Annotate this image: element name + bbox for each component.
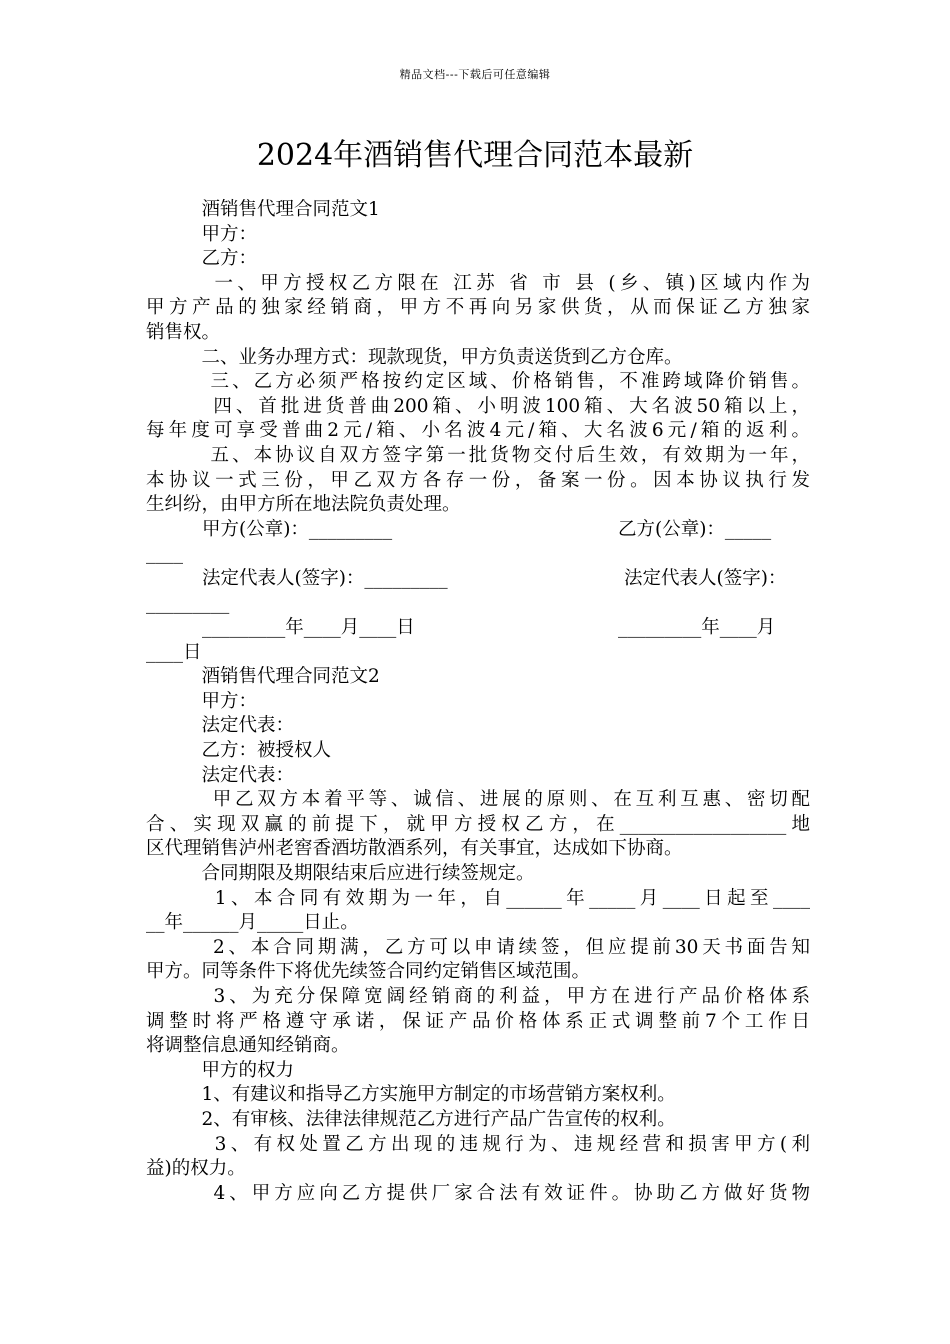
paragraph-line: 甲方： bbox=[146, 690, 258, 712]
document-body bbox=[146, 198, 810, 1206]
paragraph-line: 本协议一式三份，甲乙双方各存一份，备案一份。因本协议执行发 bbox=[146, 469, 810, 491]
paragraph-line: 2、本合同期满，乙方可以申请续签，但应提前30天书面告知 bbox=[146, 936, 810, 958]
paragraph-line: __年______月_____日止。 bbox=[146, 912, 359, 934]
paragraph-line: 甲方： bbox=[146, 223, 258, 245]
paragraph-line: 五、本协议自双方签字第一批货物交付后生效，有效期为一年， bbox=[146, 444, 810, 466]
paragraph-line: 法定代表： bbox=[146, 715, 295, 737]
paragraph-line: 甲方产品的独家经销商，甲方不再向另家供货，从而保证乙方独家 bbox=[146, 297, 810, 319]
paragraph-line: 2、有审核、法律法律规范乙方进行产品广告宣传的权利。 bbox=[146, 1108, 676, 1130]
party-a-seal-field: 甲方(公章)：_________ bbox=[202, 518, 393, 540]
paragraph-line: 四、首批进货普曲200箱、小明波100箱、大名波50箱以上， bbox=[146, 395, 810, 417]
paragraph-line: 二、业务办理方式：现款现货，甲方负责送货到乙方仓库。 bbox=[146, 346, 683, 368]
paragraph-line: 4、甲方应向乙方提供厂家合法有效证件。协助乙方做好货物 bbox=[146, 1182, 810, 1204]
signature-continuation: _________ bbox=[146, 592, 230, 614]
paragraph-line: 酒销售代理合同范文1 bbox=[146, 199, 380, 220]
paragraph-line: 将调整信息通知经销商。 bbox=[146, 1035, 350, 1057]
paragraph-line: 1、有建议和指导乙方实施甲方制定的市场营销方案权利。 bbox=[146, 1084, 676, 1106]
paragraph-line: 合、实现双赢的前提下，就甲方授权乙方，在__________________地 bbox=[146, 813, 810, 835]
signature-row-representative bbox=[146, 567, 810, 592]
paragraph-line: 一、甲方授权乙方限在 江苏 省 市 县 (乡、镇)区域内作为 bbox=[146, 272, 810, 294]
paragraph-line: 益)的权力。 bbox=[146, 1158, 246, 1180]
paragraph-line: 合同期限及期限结束后应进行续签规定。 bbox=[146, 863, 535, 885]
signature-row-seal bbox=[146, 518, 810, 543]
paragraph-line: 生纠纷，由甲方所在地法院负责处理。 bbox=[146, 494, 461, 516]
party-a-date-field: _________年____月____日 bbox=[202, 617, 415, 639]
paragraph-line: 法定代表： bbox=[146, 764, 295, 786]
paragraph-line: 1、本合同有效期为一年，自______年_____月____日起至____ bbox=[146, 887, 810, 909]
paragraph-line: 三、乙方必须严格按约定区域、价格销售，不准跨域降价销售。 bbox=[146, 371, 810, 393]
signature-continuation: ____ bbox=[146, 543, 183, 565]
party-b-date-field: _________年____月 bbox=[618, 617, 776, 639]
signature-row-date bbox=[146, 616, 810, 641]
paragraph-line: 甲乙双方本着平等、诚信、进展的原则、在互利互惠、密切配 bbox=[146, 789, 810, 811]
paragraph-line: 乙方：被授权人 bbox=[146, 740, 332, 762]
paragraph-line: 3、有权处置乙方出现的违规行为、违规经营和损害甲方(利 bbox=[146, 1133, 810, 1155]
party-a-representative-field: 法定代表人(签字)：_________ bbox=[202, 567, 448, 589]
party-b-seal-field: 乙方(公章)：_____ bbox=[618, 518, 772, 540]
document-title: 2024年酒销售代理合同范本最新 bbox=[256, 138, 694, 173]
paragraph-line: 酒销售代理合同范文2 bbox=[146, 666, 380, 688]
signature-continuation: ____日 bbox=[146, 641, 202, 663]
paragraph-line: 销售权。 bbox=[146, 321, 221, 343]
paragraph-line: 甲方。同等条件下将优先续签合同约定销售区域范围。 bbox=[146, 961, 591, 983]
paragraph-line: 区代理销售泸州老窖香酒坊散酒系列，有关事宜，达成如下协商。 bbox=[146, 838, 683, 860]
paragraph-line: 调整时将严格遵守承诺，保证产品价格体系正式调整前7个工作日 bbox=[146, 1010, 810, 1032]
document-header-note: 精品文档---下载后可任意编辑 bbox=[399, 68, 551, 81]
party-b-representative-field: 法定代表人(签字)： bbox=[624, 567, 787, 589]
paragraph-line: 每年度可享受普曲2元/箱、小名波4元/箱、大名波6元/箱的返利。 bbox=[146, 420, 810, 442]
paragraph-line: 3、为充分保障宽阔经销商的利益，甲方在进行产品价格体系 bbox=[146, 986, 810, 1007]
paragraph-line: 乙方： bbox=[146, 248, 258, 270]
paragraph-line: 甲方的权力 bbox=[146, 1059, 295, 1081]
